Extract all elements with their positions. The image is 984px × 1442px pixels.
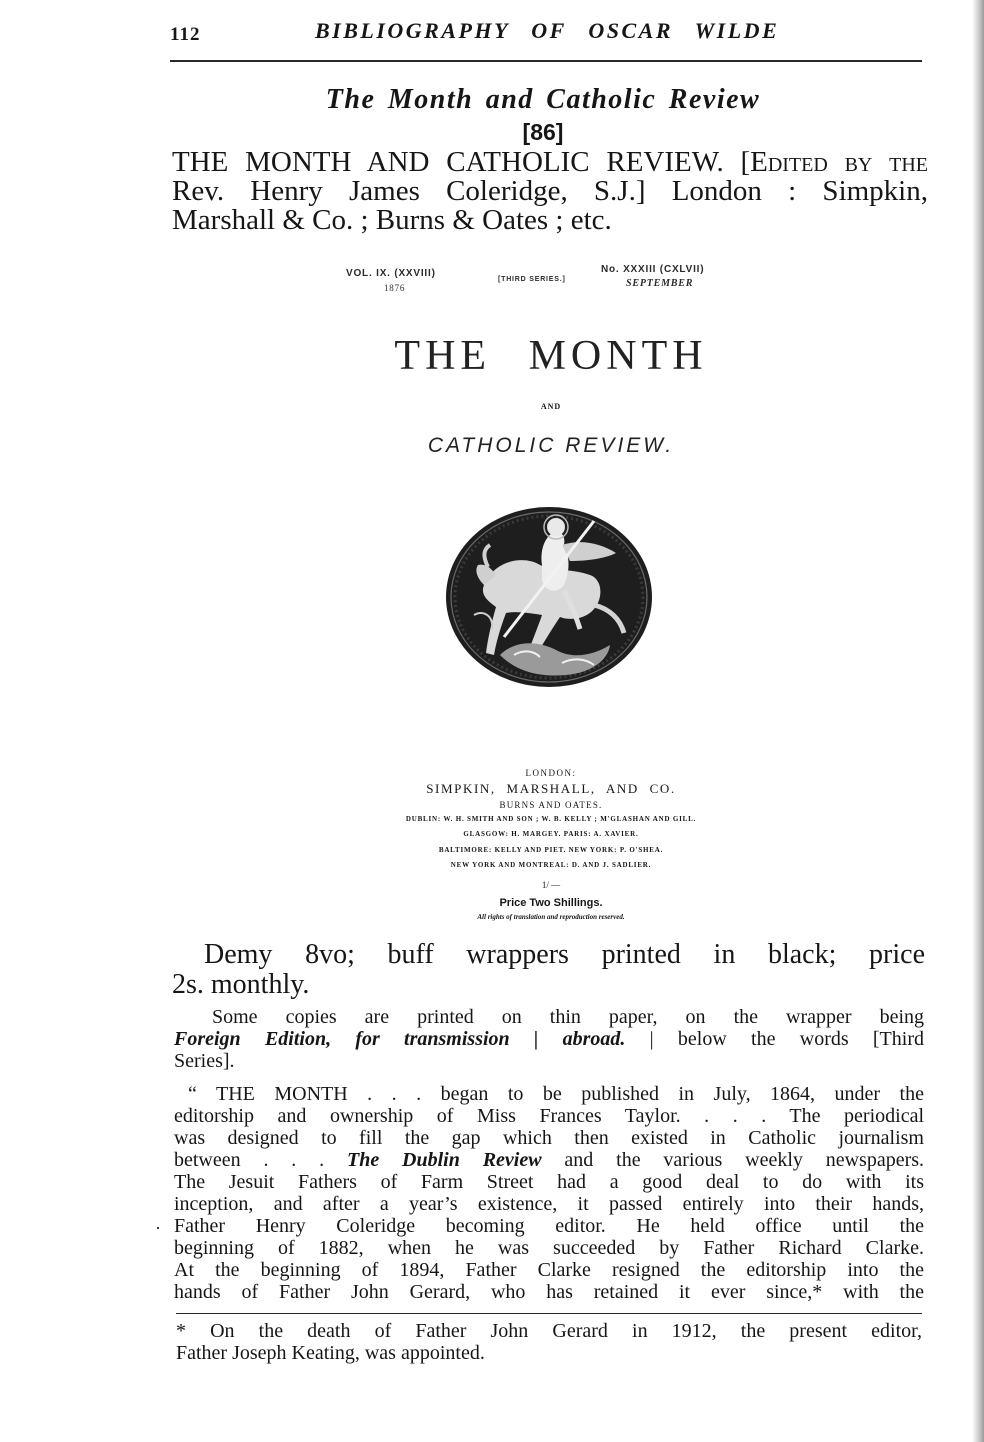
imprint-price-rule: 1/ —	[541, 880, 561, 890]
entry-line: THE MONTH AND CATHOLIC REVIEW. [Edited by the	[172, 146, 928, 178]
paragraph-line: inception, and after a year’s existence, it passed entirely into their hands,	[174, 1193, 924, 1215]
paragraph-line: Some copies are printed on thin paper, on the wrapper being	[212, 1006, 924, 1028]
entry-number: [86]	[522, 119, 564, 145]
imprint-rights: All rights of translation and reproduction reserved.	[477, 913, 625, 921]
footnote-line: Father Joseph Keating, was appointed.	[176, 1342, 485, 1364]
cover-year: 1876	[384, 283, 406, 293]
paragraph-line: was designed to fill the gap which then existed in Catholic journalism	[174, 1127, 924, 1149]
paragraph-text: and the various weekly newspapers.	[564, 1149, 925, 1171]
paragraph-line	[174, 1028, 924, 1050]
header-rule	[170, 60, 922, 62]
imprint-london: LONDON:	[525, 768, 577, 778]
note-paragraph	[174, 1006, 924, 1072]
entry-line: Marshall & Co. ; Burns & Oates ; etc.	[172, 204, 612, 236]
imprint-burns: BURNS AND OATES.	[499, 800, 603, 810]
imprint-publisher: SIMPKIN, MARSHALL, AND CO.	[426, 781, 676, 796]
imprint-price: Price Two Shillings.	[499, 897, 603, 909]
format-description	[172, 940, 925, 1000]
running-title: BIBLIOGRAPHY OF OSCAR WILDE	[315, 18, 780, 43]
footnote-line: * On the death of Father John Gerard in 1912, the present editor,	[176, 1320, 922, 1342]
paragraph-line: Series].	[174, 1050, 235, 1072]
paragraph-line: At the beginning of 1894, Father Clarke resigned the editorship into the	[174, 1259, 924, 1281]
paragraph-line: beginning of 1882, when he was succeeded by Father Richard Clarke.	[174, 1237, 924, 1259]
imprint-glasgow: GLASGOW: H. MARGEY. PARIS: A. XAVIER.	[463, 830, 639, 838]
cover-and: AND	[540, 402, 562, 411]
margin-mark: ·	[155, 1218, 161, 1238]
cover-series: [THIRD SERIES.]	[498, 276, 566, 283]
imprint-dublin: DUBLIN: W. H. SMITH AND SON ; W. B. KELLY ; M'GLASHAN AND GILL.	[405, 815, 697, 823]
cover-title: THE MONTH	[394, 333, 708, 379]
entry-citation	[172, 148, 928, 235]
paragraph-line: “ THE MONTH . . . began to be published in July, 1864, under the	[188, 1083, 924, 1105]
page-number: 112	[170, 24, 201, 45]
description-line: Demy 8vo; buff wrappers printed in black; price	[204, 939, 925, 970]
paragraph-line: editorship and ownership of Miss Frances Taylor. . . . The periodical	[174, 1105, 924, 1127]
imprint-baltimore: BALTIMORE: KELLY AND PIET. NEW YORK: P. O'SHEA.	[438, 846, 664, 854]
paragraph-line: The Jesuit Fathers of Farm Street had a good deal to do with its	[174, 1171, 924, 1193]
st-george-dragon-medallion-icon	[444, 505, 654, 689]
cover-volume: VOL. IX. (XXVIII)	[346, 268, 436, 279]
italic-wrapper-text: Foreign Edition, for transmission | abroad.	[174, 1028, 626, 1050]
entry-line: Rev. Henry James Coleridge, S.J.] London : Simpkin,	[172, 175, 928, 207]
page-edge-shadow	[972, 0, 984, 1442]
paragraph-text: between . . .	[174, 1149, 325, 1171]
cover-month: SEPTEMBER	[626, 278, 694, 289]
cover-subtitle: CATHOLIC REVIEW.	[427, 434, 675, 457]
paragraph-line	[174, 1149, 924, 1171]
italic-title: The Dublin Review	[347, 1149, 542, 1171]
footnote	[176, 1320, 922, 1364]
paragraph-line: hands of Father John Gerard, who has retained it ever since,* with the	[174, 1281, 924, 1303]
cover-number: No. XXXIII (CXLVII)	[601, 264, 705, 275]
paragraph-text: | below the words [Third	[649, 1028, 924, 1050]
quote-paragraph	[174, 1083, 924, 1303]
footnote-rule	[176, 1313, 922, 1314]
section-title: The Month and Catholic Review	[325, 84, 761, 115]
imprint-newyork: NEW YORK AND MONTREAL: D. AND J. SADLIER.	[450, 861, 652, 869]
paragraph-line: Father Henry Coleridge becoming editor. He held office until the	[174, 1215, 924, 1237]
description-line: 2s. monthly.	[172, 969, 310, 1000]
